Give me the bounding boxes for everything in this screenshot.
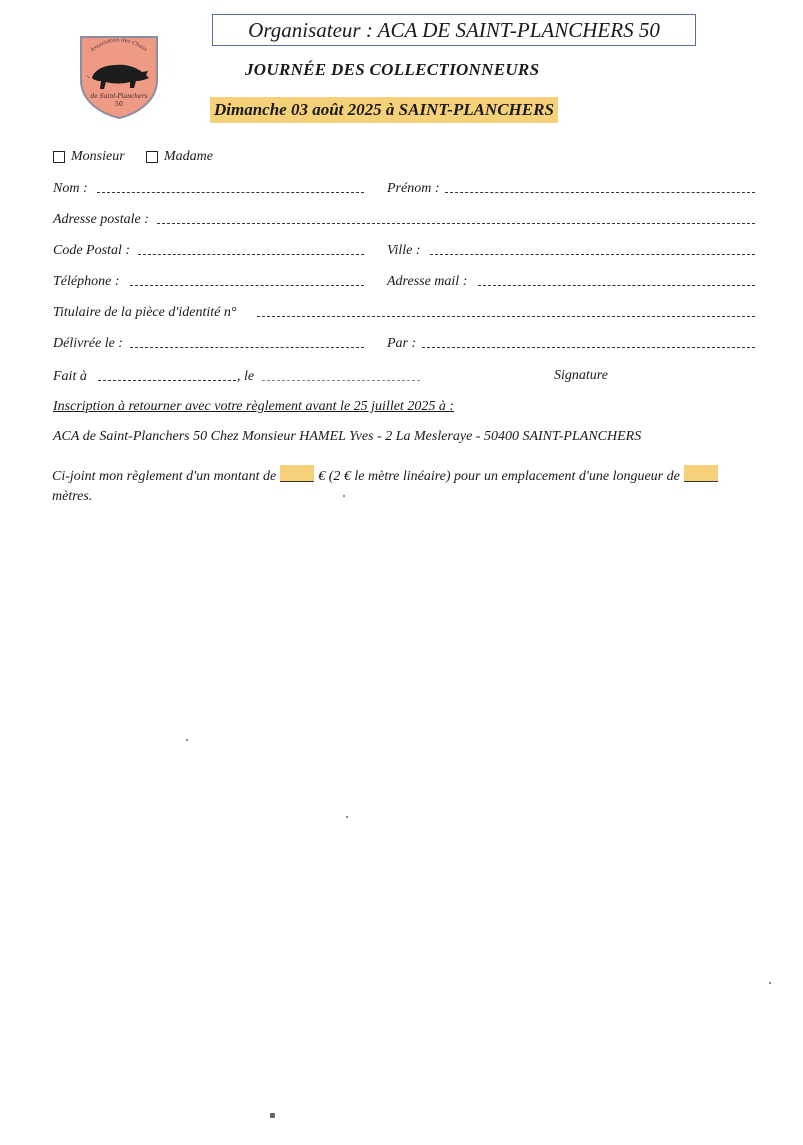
prenom-label: Prénom :	[387, 181, 440, 196]
adresse-mail-label: Adresse mail :	[387, 274, 468, 289]
prenom-field[interactable]	[445, 192, 755, 193]
signature-label: Signature	[554, 368, 608, 383]
adresse-postale-field[interactable]	[157, 223, 755, 224]
monsieur-label: Monsieur	[71, 149, 125, 164]
organizer-title: Organisateur : ACA DE SAINT-PLANCHERS 50	[212, 14, 696, 46]
fait-a-field[interactable]	[98, 380, 236, 381]
telephone-field[interactable]	[130, 285, 364, 286]
delivree-field[interactable]	[130, 347, 364, 348]
association-logo	[78, 34, 160, 120]
fait-a-label: Fait à	[53, 369, 87, 384]
scan-speck	[270, 1113, 275, 1118]
nom-label: Nom :	[53, 181, 88, 196]
payment-text-part3: mètres.	[52, 489, 93, 504]
adresse-postale-label: Adresse postale :	[53, 212, 149, 227]
delivree-label: Délivrée le :	[53, 336, 123, 351]
scan-speck	[769, 982, 771, 984]
ville-field[interactable]	[430, 254, 755, 255]
payment-text-part2: € (2 € le mètre linéaire) pour un emplacement d'une longueur de	[318, 469, 680, 484]
return-address: ACA de Saint-Planchers 50 Chez Monsieur HAMEL Yves - 2 La Mesleraye - 50400 SAINT-PLANCHERS	[53, 429, 642, 444]
event-date: Dimanche 03 août 2025 à SAINT-PLANCHERS	[210, 97, 558, 123]
ville-label: Ville :	[387, 243, 421, 258]
madame-checkbox[interactable]	[146, 151, 158, 163]
payment-text-part1: Ci-joint mon règlement d'un montant de	[52, 469, 277, 484]
telephone-label: Téléphone :	[53, 274, 120, 289]
nom-field[interactable]	[97, 192, 364, 193]
payment-paragraph	[52, 465, 752, 507]
code-postal-field[interactable]	[138, 254, 364, 255]
scan-speck	[343, 495, 345, 497]
date-field[interactable]	[262, 380, 420, 381]
boar-shield-icon	[78, 34, 160, 120]
scan-speck	[346, 816, 348, 818]
titulaire-label: Titulaire de la pièce d'identité n°	[53, 305, 237, 320]
par-label: Par :	[387, 336, 417, 351]
scan-speck	[186, 739, 188, 741]
adresse-mail-field[interactable]	[478, 285, 755, 286]
monsieur-checkbox[interactable]	[53, 151, 65, 163]
logo-place-text: de Saint-Planchers	[90, 93, 148, 100]
logo-arc-text: Association des Chass	[89, 37, 148, 54]
code-postal-label: Code Postal :	[53, 243, 130, 258]
return-notice: Inscription à retourner avec votre règlement avant le 25 juillet 2025 à :	[53, 399, 454, 414]
madame-label: Madame	[164, 149, 213, 164]
amount-field[interactable]	[280, 465, 314, 482]
length-field[interactable]	[684, 465, 718, 482]
piece-identite-field[interactable]	[257, 316, 755, 317]
logo-number-text: 50	[115, 101, 123, 108]
event-title: JOURNÉE DES COLLECTIONNEURS	[245, 60, 540, 79]
par-field[interactable]	[422, 347, 755, 348]
le-label: , le	[237, 369, 255, 384]
